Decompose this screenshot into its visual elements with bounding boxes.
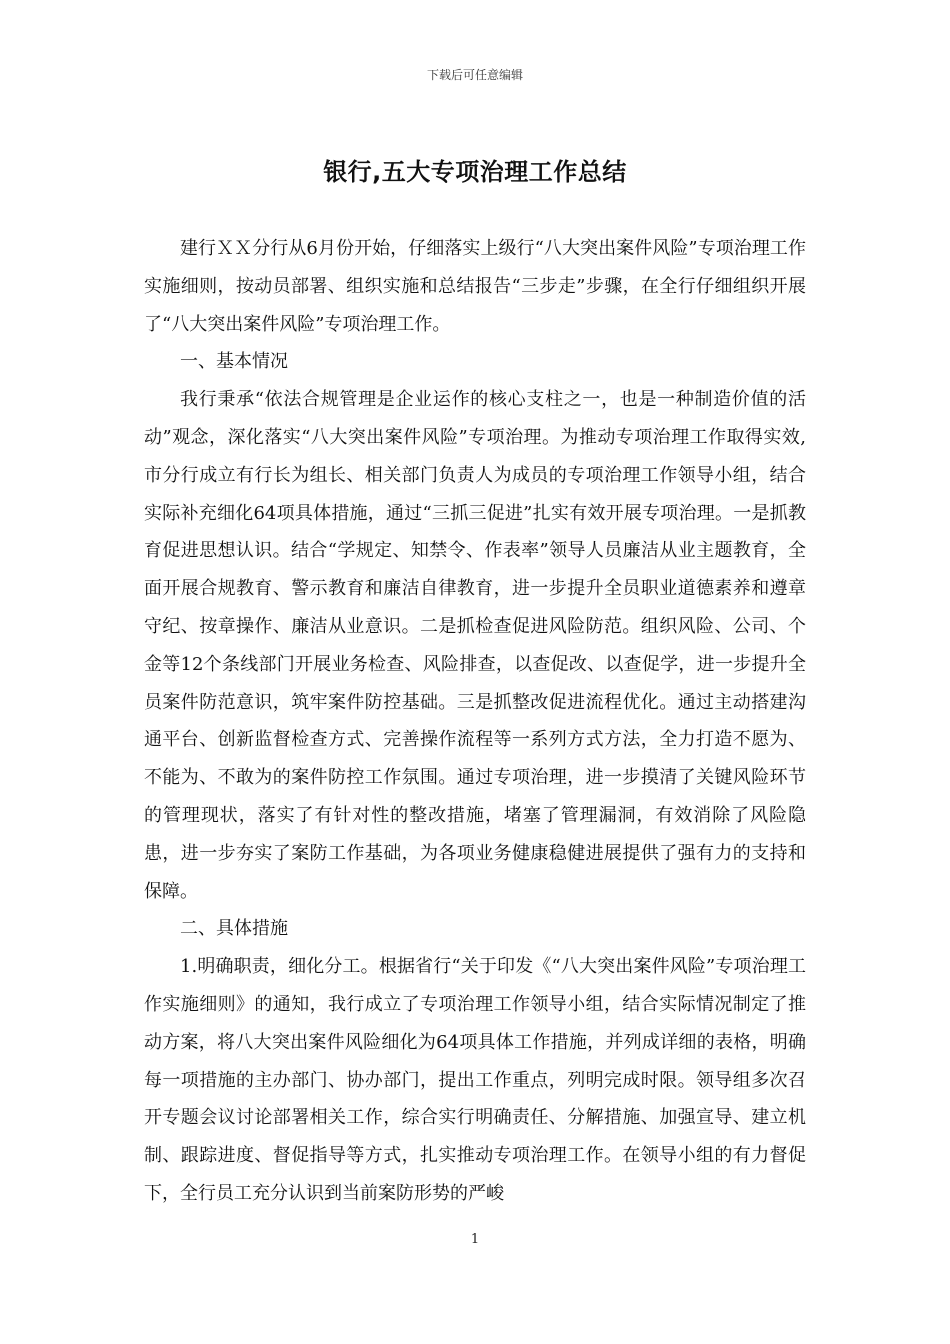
- section-heading-measures: 二、具体措施: [180, 918, 288, 940]
- document-title: 银行,五大专项治理工作总结: [323, 158, 627, 186]
- document-body: [144, 230, 806, 1213]
- paragraph-basic-situation: 我行秉承“依法合规管理是企业运作的核心支柱之一，也是一种制造价值的活动”观念，深化落实“八大突出案件风险”专项治理。为推动专项治理工作取得实效,市分行成立有行长为组长、相关部门负责人为成员的专项治理工作领导小组，结合实际补充细化64项具体措施，通过“三抓三促进”扎实有效开展专项治理。一是抓教育促进思想认识。结合“学规定、知禁令、作表率”领导人员廉洁从业主题教育，全面开展合规教育、警示教育和廉洁自律教育，进一步提升全员职业道德素养和遵章守纪、按章操作、廉洁从业意识。二是抓检查促进风险防范。组织风险、公司、个金等12个条线部门开展业务检查、风险排查，以查促改、以查促学，进一步提升全员案件防范意识，筑牢案件防控基础。三是抓整改促进流程优化。通过主动搭建沟通平台、创新监督检查方式、完善操作流程等一系列方式方法，全力打造不愿为、不能为、不敢为的案件防控工作氛围。通过专项治理，进一步摸清了关键风险环节的管理现状，落实了有针对性的整改措施，堵塞了管理漏洞，有效消除了风险隐患，进一步夯实了案防工作基础，为各项业务健康稳健进展提供了强有力的支持和保障。: [144, 389, 806, 902]
- page-number: 1: [470, 1232, 480, 1247]
- paragraph-intro: 建行ＸＸ分行从6月份开始，仔细落实上级行“八大突出案件风险”专项治理工作实施细则，按动员部署、组织实施和总结报告“三步走”步骤，在全行仔细组织开展了“八大突出案件风险”专项治理工作。: [144, 238, 806, 335]
- page-header: 下载后可任意编辑: [426, 68, 523, 82]
- paragraph-measure-1: 1.明确职责，细化分工。根据省行“关于印发《“八大突出案件风险”专项治理工作实施细则》的通知，我行成立了专项治理工作领导小组，结合实际情况制定了推动方案，将八大突出案件风险细化为64项具体工作措施，并列成详细的表格，明确每一项措施的主办部门、协办部门，提出工作重点，列明完成时限。领导组多次召开专题会议讨论部署相关工作，综合实行明确责任、分解措施、加强宣导、建立机制、跟踪进度、督促指导等方式，扎实推动专项治理工作。在领导小组的有力督促下，全行员工充分认识到当前案防形势的严峻: [144, 956, 806, 1204]
- section-heading-basic: 一、基本情况: [180, 351, 288, 373]
